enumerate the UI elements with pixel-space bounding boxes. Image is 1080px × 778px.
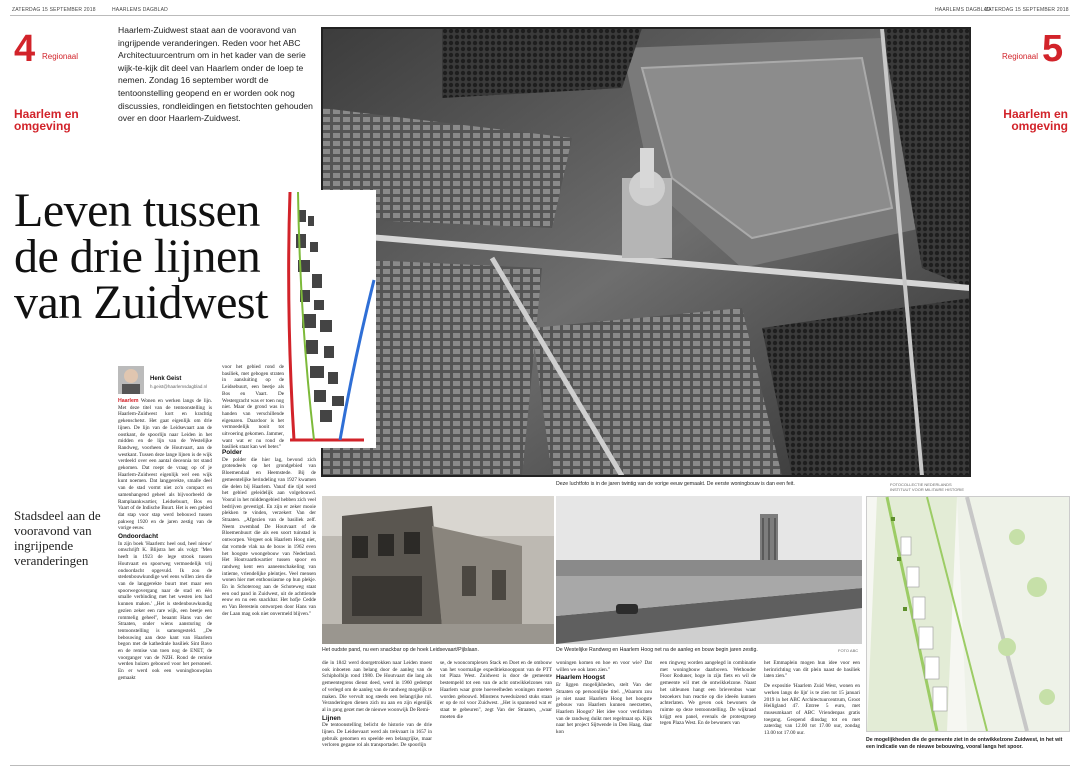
plan-caption: De mogelijkheden die de gemeente ziet in de ontwikkelzone Zuidwest, in het wit een indicatie van de nieuwe bebouwing, vooral langs het spoor. xyxy=(866,737,1063,750)
article-col1-text2: In zijn boek 'Haarlem: heel oud, heel nieuw' omschrijft K. Blijstra het als volgt: 'Men heeft in 1923 de lege strook tussen Houtvaart en spoorweg vermoedelijk vrij ondoordacht opgevuld. Ik zou de stedenbouwkundige wel eens willen zien die van de langgerekte buurt met maar een spoorwegovergang naar de stad en één smalle verbinding met het westen iets had kunnen maken.' ,,Het is stedenbouwkundig gezien zeker een rare wijk, een beetje een rommelig geheel'', beaamt Hans van der Straaten, onder wiens aansturing de tentoonstelling is samengesteld. ,,De bebouwing aan deze kant van Haarlem begon met de kathedrale basiliek Sint Bavo en de remise van toen nog de ENET, de voorganger van de NZH. Rond de remise werden huizen gebouwd voor het personeel. En er werd ook een woningbouwplan gemaakt xyxy=(118,540,212,681)
article-column-2 xyxy=(222,448,316,764)
article-col5-text: woningen komen en hoe en voor wie? Dat willen we ook laten zien.'' xyxy=(556,660,652,673)
snackbar-caption: Het oudste pand, nu een snackbar op de hoek Leidsevaart/Pijlslaan. xyxy=(322,647,479,653)
randweg-photo xyxy=(556,496,862,644)
article-col4-text: se, de wooncomplexen Stack en Doet en de ombouw van het voormalige expeditieknooppunt van de PTT tot Plaza West. Zuidwest is door de gemeente bestempeld tot een van de acht ontwikkelzones van Haarlem waar grote hoeveelheden woningen moeten worden gebouwd. Minstens tweeduizend stuks staan er op de rol voor Zuidwest. ,,Het is spannend wat er staat te gebeuren'', zegt Van der Straaten, ,,waar moeten die xyxy=(440,660,552,720)
article-col2-text: De polder die hier lag, bevond zich grotendeels op het grondgebied van Bloemendaal en Heemstede. Bij de gemeentelijke herindeling van 1927 kwamen die delen bij Haarlem. Vanaf die tijd werd het gebied geleidelijk aan volgebouwd. Vooral in het middengebied hebben zich veel bedrijven gevestigd. En zijn er zeker mooie plekken te vinden, verzekert Van der Straaten. ,,Afgezien van de basiliek zelf. Neem zwembad De Houtvaart of de Bloemenbuurt die als een soort tuinstad is ontworpen. Vergeet ook Haarlem Hoog niet, dat vormde vlak na de bouw in 1962 even het hoogste woongebouw van Nederland. Het Houtvaartkwartier tussen spoor en randweg kent een aaneenschakeling van intieme, vriendelijke pleintjes. Veel mensen wonen hier met enthousiasme op hun plekje. En in Schoteroog aan de Schoteweg staat een oud pand in Zuidwest, uit de achttiende eeuw en nu een snackbar. Het hofje Cedde en Van Berestein ontworpen door Hans van der Laan mag ook niet onvermeld blijven.'' xyxy=(222,456,316,617)
header-rule xyxy=(10,15,1070,16)
article-lead: Haarlem xyxy=(118,398,139,404)
author-email: h.geist@haarlemsdagblad.nl xyxy=(150,384,208,389)
heading-lijnen: Lijnen xyxy=(322,714,341,722)
header-left-label: HAARLEMS DAGBLAD xyxy=(112,7,168,13)
article-col2-top: voor het gebied rond de basiliek, met gebogen straten in aansluiting op de Leidsebuurt, een beetje als Bos en Vaart. De Westergracht was er toen nog niet. Maar de grond was in handen van verschillende eigenaren. Daardoor is het vermoedelijk nooit tot uitvoering gekomen. Jammer, want wat er nu rond de basiliek staat kan wel beter.'' xyxy=(222,364,284,451)
intro-text: Haarlem-Zuidwest staat aan de vooravond van ingrijpende veranderingen. Reden voor het ABC Architectuurcentrum om in het kader van de serie wijk-te-kijk dit deel van Haarlem onder de loep te nemen. Zondag 16 september wordt de tentoonstelling geopend en er worden ook nog discussies, rondleidingen en fietstochten gehouden over en door Haarlem-Zuidwest. xyxy=(118,25,313,124)
headline: Leven tussen de drie lijnen van Zuidwest xyxy=(14,184,268,329)
article-col7-text2: De expositie 'Haarlem Zuid West, wonen en werken langs de lijn' is te zien tot 15 januari 2019 in het ABC Architectuurcentrum, Groot Heiligland 47. Entree 5 euro, met museumkaart of ABC Vriendenpas gratis toegang. Geopend dinsdag tot en met zaterdag van 12.00 tot 17.00 uur, zondag 13.00 tot 17.00 uur. xyxy=(764,683,860,737)
article-column-1 xyxy=(118,398,212,764)
area-map xyxy=(284,190,376,448)
article-col3-text: die in 1842 werd doorgetrokken naar Leiden moest ook inboeten aan belang door de aanleg van de Schipholbijn rond 1980. De Houtvaart die lang als gemeentegrens dienst deed, werd in 1960 gedempt of verlegd om de aanleg van de randweg mogelijk te maken. Die vervult nog steeds een belangrijke rol. Veranderingen dienen zich nu aan en zijn eigenlijk al in gang gezet met de nieuwe woonwijk De Remi- xyxy=(322,660,432,713)
article-col6-text: een ringweg worden aangelegd in combinatie met woningbouw daarboven. Wethouder Floor Roduner, hoge in zijn fiets en wil de gemeente wil met de ontwikkelzone. Naast het uitleunen hangt een brievenbus waar bezoekers hun reactie op die ideeën kunnen achterlaten. We geven ook bewoners de ruimte op deze tentoonstelling. De wijkraad krijgt een panel, evenals de protestgroep tegen Plaza West. En de bewoners van xyxy=(660,660,756,727)
left-page-section: Regionaal xyxy=(42,52,79,61)
snackbar-photo xyxy=(322,496,554,644)
heading-haarlem-hoogst: Haarlem Hoogst xyxy=(556,674,606,682)
article-column-4 xyxy=(440,660,552,764)
randweg-credit: FOTO ABC xyxy=(838,648,859,653)
article-column-5 xyxy=(556,660,652,764)
aerial-photo xyxy=(322,28,970,476)
header-left-date: ZATERDAG 15 SEPTEMBER 2018 xyxy=(12,7,96,13)
right-page-section: Regionaal xyxy=(1002,52,1039,61)
author-avatar xyxy=(118,366,144,394)
development-plan-map xyxy=(866,496,1070,732)
article-column-3 xyxy=(322,660,432,764)
right-page-region: Haarlem en omgeving xyxy=(1003,107,1068,133)
heading-ondoordacht: Ondoordacht xyxy=(118,533,159,541)
article-col7-text: het Emmaplein mogen hun idee voor een herinrichting van dit plein naast de basiliek laten zien.'' xyxy=(764,660,860,680)
header-right-label: HAARLEMS DAGBLAD xyxy=(935,7,991,13)
article-column-7 xyxy=(764,660,860,764)
header-right-date: ZATERDAG 15 SEPTEMBER 2018 xyxy=(985,7,1069,13)
heading-polder: Polder xyxy=(222,449,242,456)
right-page-number: 5 xyxy=(1042,28,1064,70)
article-col5-text2: Er liggen mogelijkheden, stelt Van der Straaten op persoonlijke titel. ,,Waarom zou je niet naast Haarlem Hoog het hoogste gebouw van Haarlem kunnen neerzetten, Haarlem Hoogst? Het idee voor verdichten van de randweg duikt met regelmaat op. Kijk naar het project Sijtwende in Den Haag, daar kon xyxy=(556,682,652,736)
footer-rule xyxy=(10,765,1070,766)
aerial-credit: FOTOCOLLECTIE NEDERLANDS INSTITUUT VOOR MILITAIRE HISTORIE xyxy=(890,482,965,492)
article-column-2-top xyxy=(222,364,284,451)
left-page-region: Haarlem en omgeving xyxy=(14,107,79,133)
article-col1-text: Wonen en werken langs de lijn. Met deze titel van de tentoonstelling is Haarlem-Zuidwest kort en krachtig gekenschetst. Het gaat eigenlijk om drie lijnen. De lijn van de Leidsevaart aan de oostkant, de spoorlijn naar Leiden in het midden en de lijn van de Westelijke Randweg, voorheen de Houtvaart, aan de westkant. Tussen deze lange lijnen is de wijk verdeeld over een aantal decennia tot stand gekomen. Dat roept de vraag op of je Haarlem-Zuidwest eigenlijk wel een wijk kunt noemen. Dat langgerekte, smalle deel van de stad vormt niet zo'n compact en samenhangend geheel als bijvoorbeeld de Ramplaankwartier, Leidsebuurt, Bos en Vaart of de Indische Buurt. Het is een gebied dat stap voor stap werd bebouwd tussen pakweg 1920 en de jaren zestig van de vorige eeuw. xyxy=(118,398,212,532)
aerial-caption: Deze luchtfoto is in de jaren twintig van de vorige eeuw gemaakt. De eerste woningbouw is dan een feit. xyxy=(556,481,795,487)
author-name: Henk Geist xyxy=(150,376,182,382)
subhead: Stadsdeel aan de vooravond van ingrijpende veranderingen xyxy=(14,508,101,568)
randweg-caption: De Westelijke Randweg en Haarlem Hoog net na de aanleg en bouw begin jaren zestig. xyxy=(556,647,758,653)
article-column-6 xyxy=(660,660,756,764)
article-col3-pre: De tentoonstelling belicht de historie van de drie lijnen. De Leidsevaart werd als trekvaart in 1657 in gebruik genomen en speelde een belangrijke, maar verloren gegane rol als transportader. De spoorlijn xyxy=(322,722,432,749)
left-page-number: 4 xyxy=(14,28,36,70)
